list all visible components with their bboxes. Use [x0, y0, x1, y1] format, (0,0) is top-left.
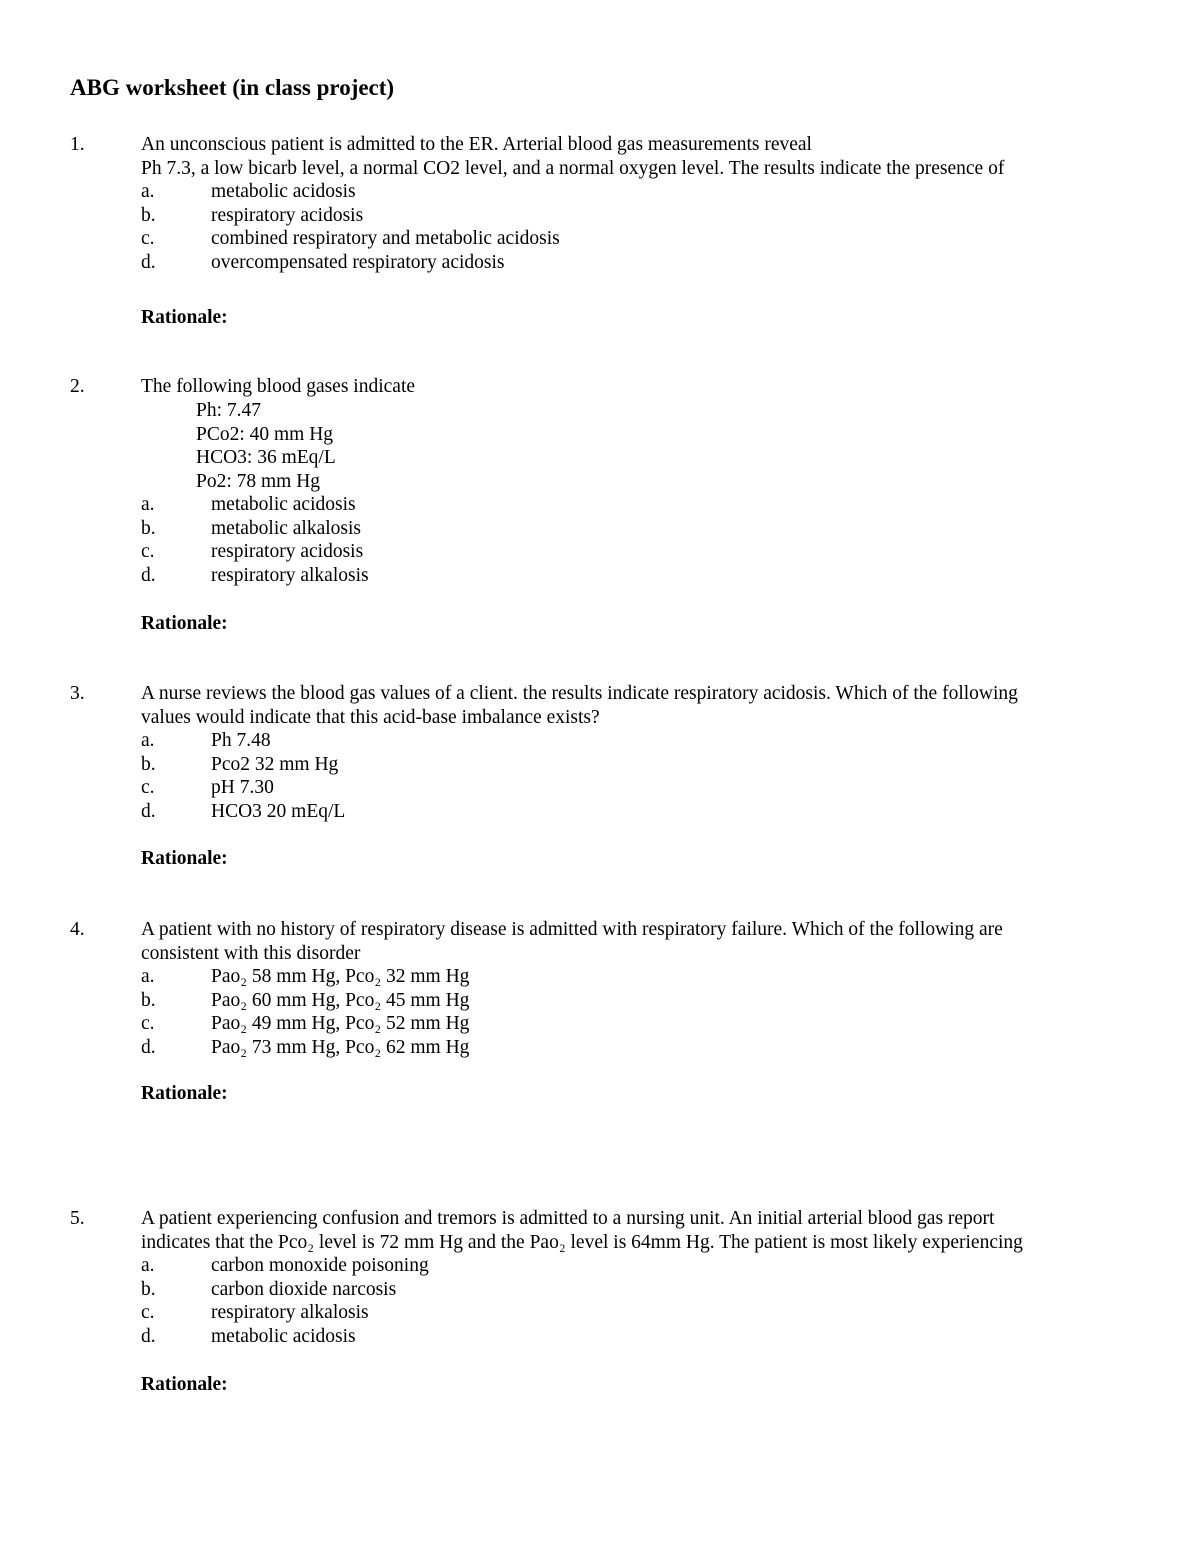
question-number: 1.: [70, 134, 85, 155]
option-letter: c.: [141, 228, 155, 249]
option-letter: a.: [141, 1255, 155, 1276]
option-letter: c.: [141, 777, 155, 798]
option-d: [141, 1036, 1121, 1060]
option-text: metabolic acidosis: [211, 181, 356, 202]
option-c: [141, 540, 1121, 564]
page-title: ABG worksheet (in class project): [70, 75, 395, 100]
question-number: 2.: [70, 376, 85, 397]
option-text: carbon dioxide narcosis: [211, 1278, 397, 1300]
option-b: [141, 517, 1121, 541]
option-a: [141, 965, 1121, 989]
question-line: The following blood gases indicate: [141, 376, 416, 397]
option-letter: a.: [141, 181, 155, 202]
option-d: [141, 564, 1121, 588]
option-text: overcompensated respiratory acidosis: [211, 251, 505, 273]
option-text: Pao₂ 49 mm Hg, Pco₂ 52 mm Hg: [211, 1013, 470, 1034]
option-text: combined respiratory and metabolic acidosis: [211, 228, 560, 249]
option-letter: a.: [141, 494, 155, 515]
option-b: [141, 753, 1121, 777]
option-letter: a.: [141, 730, 155, 751]
answer-options: [141, 1254, 1121, 1348]
value-pco2: PCo2: 40 mm Hg: [196, 423, 334, 445]
option-letter: d.: [141, 1325, 156, 1347]
option-text: Pao₂ 58 mm Hg, Pco₂ 32 mm Hg: [211, 966, 470, 987]
blood-gas-values: [196, 399, 336, 493]
option-text: respiratory acidosis: [211, 204, 364, 226]
option-letter: b.: [141, 204, 156, 226]
question-text: [141, 375, 1126, 399]
option-letter: d.: [141, 251, 156, 273]
answer-options: [141, 729, 1121, 823]
option-text: metabolic acidosis: [211, 494, 356, 515]
option-text: Pao₂ 73 mm Hg, Pco₂ 62 mm Hg: [211, 1036, 470, 1058]
option-text: HCO3 20 mEq/L: [211, 800, 346, 822]
option-letter: d.: [141, 564, 156, 586]
question-text: [141, 682, 1126, 729]
rationale-label: Rationale:: [141, 848, 228, 869]
question-text: [141, 133, 1126, 180]
option-d: [141, 251, 1121, 275]
option-letter: c.: [141, 1013, 155, 1034]
option-c: [141, 776, 1121, 800]
question-line: A patient with no history of respiratory disease is admitted with respiratory failure. Which of the following are: [141, 919, 1003, 940]
option-letter: c.: [141, 541, 155, 562]
option-letter: b.: [141, 517, 156, 539]
option-b: [141, 989, 1121, 1013]
option-c: [141, 227, 1121, 251]
rationale-label: Rationale:: [141, 613, 228, 634]
option-text: Pco2 32 mm Hg: [211, 753, 339, 775]
question-line: Ph 7.3, a low bicarb level, a normal CO2 level, and a normal oxygen level. The results indicate the presence of: [141, 157, 1005, 179]
option-b: [141, 1278, 1121, 1302]
option-text: metabolic alkalosis: [211, 517, 362, 539]
option-d: [141, 800, 1121, 824]
question-line: An unconscious patient is admitted to the ER. Arterial blood gas measurements reveal: [141, 134, 812, 155]
rationale-label: Rationale:: [141, 1083, 228, 1104]
question-line: consistent with this disorder: [141, 942, 361, 964]
option-text: Ph 7.48: [211, 730, 271, 751]
question-line: A patient experiencing confusion and tremors is admitted to a nursing unit. An initial arterial blood gas report: [141, 1208, 995, 1229]
option-a: [141, 1254, 1121, 1278]
rationale-label: Rationale:: [141, 307, 228, 328]
option-d: [141, 1325, 1121, 1349]
option-letter: b.: [141, 1278, 156, 1300]
option-a: [141, 493, 1121, 517]
option-letter: b.: [141, 989, 156, 1011]
question-line: values would indicate that this acid-base imbalance exists?: [141, 706, 600, 728]
option-a: [141, 729, 1121, 753]
option-text: respiratory alkalosis: [211, 564, 369, 586]
option-letter: d.: [141, 800, 156, 822]
question-text: [141, 918, 1126, 965]
option-a: [141, 180, 1121, 204]
option-c: [141, 1301, 1121, 1325]
option-text: Pao₂ 60 mm Hg, Pco₂ 45 mm Hg: [211, 989, 470, 1011]
option-text: carbon monoxide poisoning: [211, 1255, 429, 1276]
option-text: respiratory alkalosis: [211, 1302, 369, 1323]
option-text: metabolic acidosis: [211, 1325, 356, 1347]
value-po2: Po2: 78 mm Hg: [196, 470, 321, 492]
value-ph: Ph: 7.47: [196, 400, 262, 421]
answer-options: [141, 965, 1121, 1059]
option-b: [141, 204, 1121, 228]
question-number: 3.: [70, 683, 85, 704]
question-text: [141, 1207, 1126, 1254]
option-letter: a.: [141, 966, 155, 987]
option-letter: c.: [141, 1302, 155, 1323]
answer-options: [141, 493, 1121, 587]
option-letter: b.: [141, 753, 156, 775]
rationale-label: Rationale:: [141, 1374, 228, 1395]
value-hco3: HCO3: 36 mEq/L: [196, 447, 336, 468]
question-line: A nurse reviews the blood gas values of a client. the results indicate respiratory acidosis. Which of the following: [141, 683, 1018, 704]
question-number: 5.: [70, 1208, 85, 1229]
option-text: pH 7.30: [211, 777, 274, 798]
question-line: indicates that the Pco₂ level is 72 mm Hg and the Pao₂ level is 64mm Hg. The patient is most likely experiencing: [141, 1231, 1023, 1253]
option-text: respiratory acidosis: [211, 541, 364, 562]
option-letter: d.: [141, 1036, 156, 1058]
question-number: 4.: [70, 919, 85, 940]
answer-options: [141, 180, 1121, 274]
option-c: [141, 1012, 1121, 1036]
